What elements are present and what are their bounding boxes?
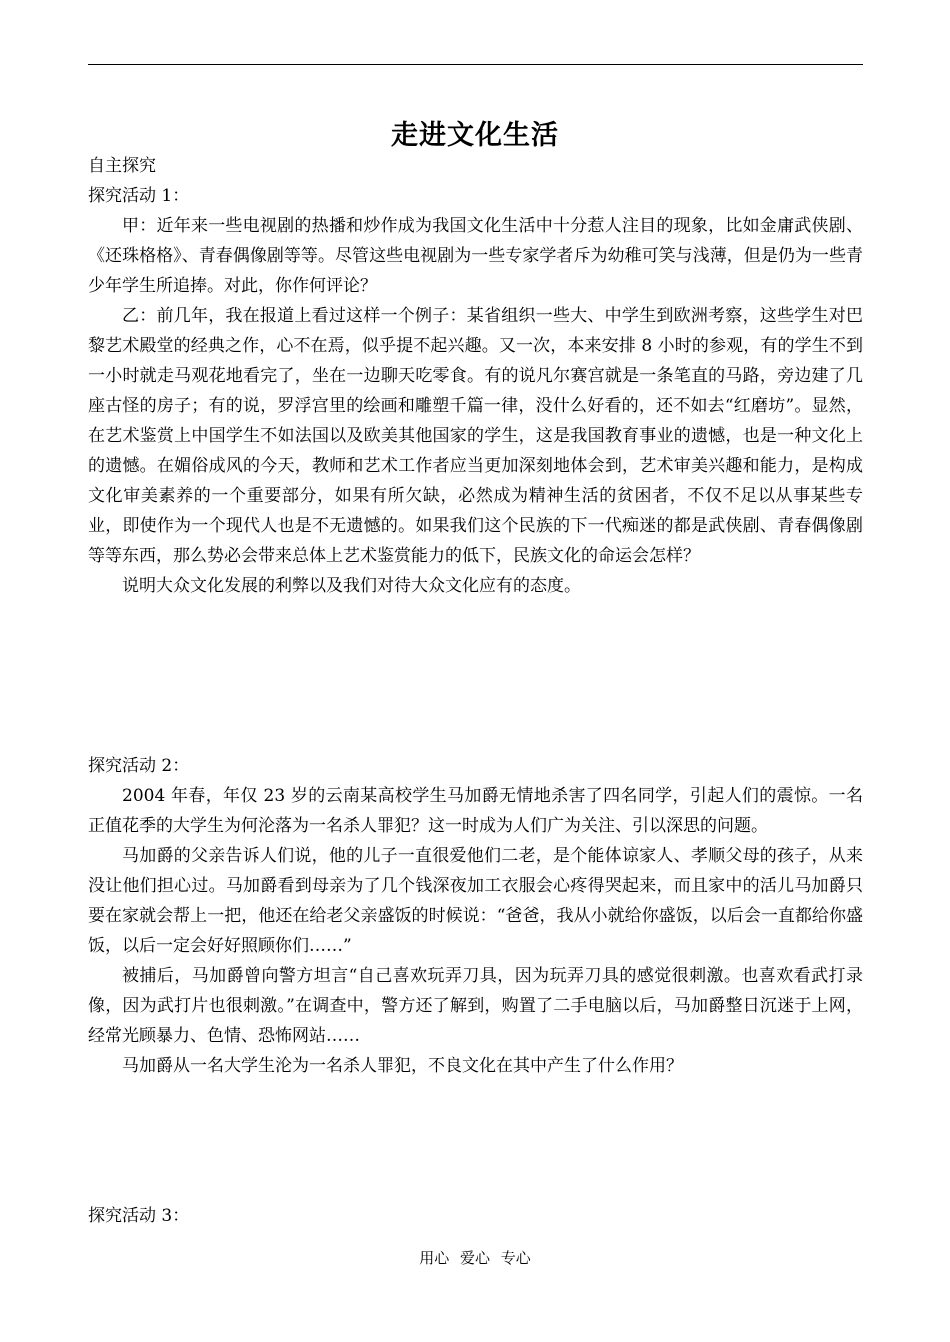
- activity2-paragraph-3: 被捕后，马加爵曾向警方坦言“自己喜欢玩弄刀具，因为玩弄刀具的感觉很刺激。也喜欢看武打录像，因为武打片也很刺激。”在调查中，警方还了解到，购置了二手电脑以后，马加爵整日沉迷于上网，经常光顾暴力、色情、恐怖网站……: [88, 966, 863, 1046]
- activity2-paragraph-1: 2004 年春，年仅 23 岁的云南某高校学生马加爵无情地杀害了四名同学，引起人们的震惊。一名正值花季的大学生为何沦落为一名杀人罪犯？这一时成为人们广为关注、引以深思的问题。: [88, 786, 863, 836]
- header-rule: [88, 64, 863, 65]
- activity2-question: 马加爵从一名大学生沦为一名杀人罪犯，不良文化在其中产生了什么作用？: [122, 1056, 683, 1076]
- activity2-heading: 探究活动 2：: [88, 756, 190, 776]
- answer-space-2: [88, 1081, 863, 1201]
- answer-space-1: [88, 601, 863, 751]
- page-title: 走进文化生活: [391, 120, 559, 151]
- activity1-question: 说明大众文化发展的利弊以及我们对待大众文化应有的态度。: [122, 576, 581, 596]
- section-heading: 自主探究: [88, 156, 156, 176]
- activity2-paragraph-2: 马加爵的父亲告诉人们说，他的儿子一直很爱他们二老，是个能体谅家人、孝顺父母的孩子，从来没让他们担心过。马加爵看到母亲为了几个钱深夜加工衣服会心疼得哭起来，而且家中的活儿马加爵只要在家就会帮上一把，他还在给老父亲盛饭的时候说：“爸爸，我从小就给你盛饭，以后会一直都给你盛饭，以后一定会好好照顾你们……”: [88, 846, 863, 956]
- activity3-heading: 探究活动 3：: [88, 1206, 190, 1226]
- activity1-paragraph-2: 乙：前几年，我在报道上看过这样一个例子：某省组织一些大、中学生到欧洲考察，这些学生对巴黎艺术殿堂的经典之作，心不在焉，似乎提不起兴趣。又一次，本来安排 8 小时的参观，有的学生不到一小时就走马观花地看完了，坐在一边聊天吃零食。有的说凡尔赛宫就是一条笔直的马路，旁边建了几座古怪的房子；有的说，罗浮宫里的绘画和雕塑千篇一律，没什么好看的，还不如去“红磨坊”。显然，在艺术鉴赏上中国学生不如法国以及欧美其他国家的学生，这是我国教育事业的遗憾，也是一种文化上的遗憾。在媚俗成风的今天，教师和艺术工作者应当更加深刻地体会到，艺术审美兴趣和能力，是构成文化审美素养的一个重要部分，如果有所欠缺，必然成为精神生活的贫困者，不仅不足以从事某些专业，即使作为一个现代人也是不无遗憾的。如果我们这个民族的下一代痴迷的都是武侠剧、青春偶像剧等等东西，那么势必会带来总体上艺术鉴赏能力的低下，民族文化的命运会怎样？: [88, 306, 863, 566]
- page-footer: 用心 爱心 专心: [419, 1249, 531, 1267]
- document-body: [88, 151, 863, 1231]
- activity1-paragraph-1: 甲：近年来一些电视剧的热播和炒作成为我国文化生活中十分惹人注目的现象，比如金庸武侠剧、《还珠格格》、青春偶像剧等等。尽管这些电视剧为一些专家学者斥为幼稚可笑与浅薄，但是仍为一些青少年学生所追捧。对此，你作何评论？: [88, 216, 863, 296]
- activity1-heading: 探究活动 1：: [88, 186, 190, 206]
